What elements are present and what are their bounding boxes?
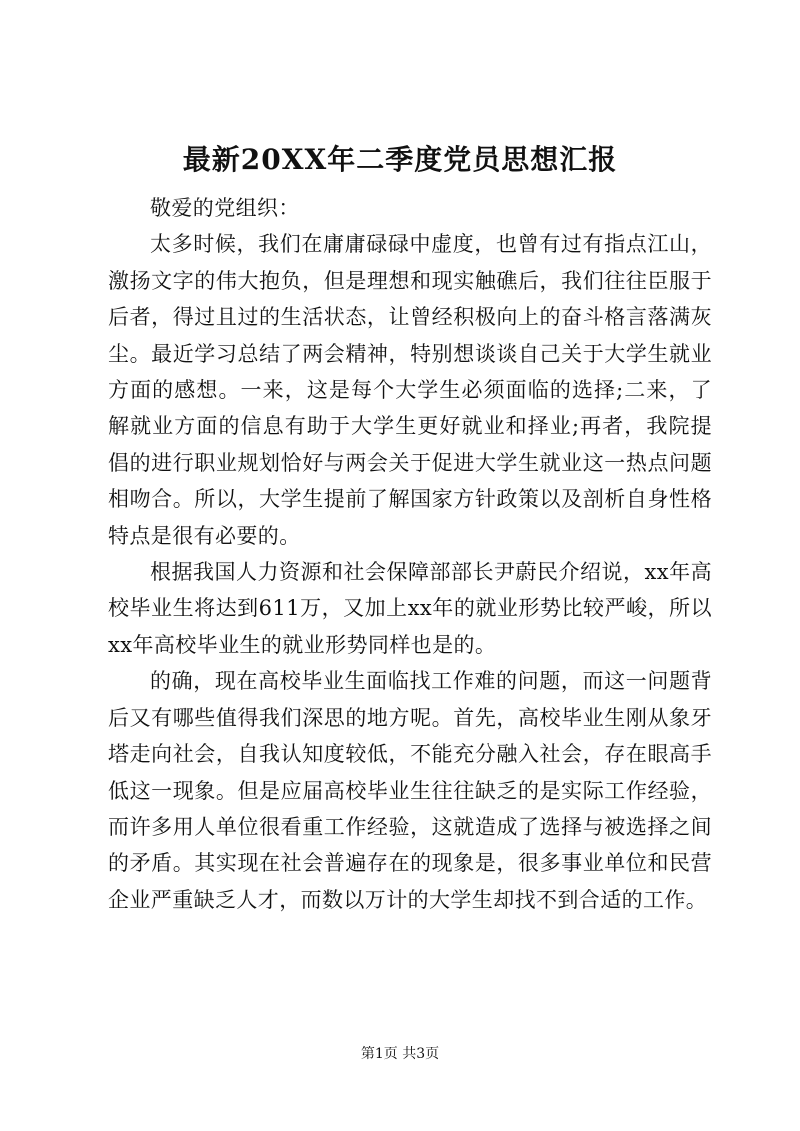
body-paragraph-1: 太多时候，我们在庸庸碌碌中虚度，也曾有过有指点江山，激扬文字的伟大抱负，但是理想和现实触礁后，我们往往臣服于后者，得过且过的生活状态，让曾经积极向上的奋斗格言落满灰尘。最近学习总结了两会精神，特别想谈谈自己关于大学生就业方面的感想。一来，这是每个大学生必须面临的选择;二来，了解就业方面的信息有助于大学生更好就业和择业;再者，我院提倡的进行职业规划恰好与两会关于促进大学生就业这一热点问题相吻合。所以，大学生提前了解国家方针政策以及剖析自身性格特点是很有必要的。 [108,232,712,548]
body-paragraph-2: 根据我国人力资源和社会保障部部长尹蔚民介绍说，xx年高校毕业生将达到611万，又加上xx年的就业形势比较严峻，所以xx年高校毕业生的就业形势同样也是的。 [108,560,712,657]
page-number-footer: 第1页 共3页 [360,1046,440,1062]
document-title: 最新20XX年二季度党员思想汇报 [182,143,618,176]
body-paragraph-3: 的确，现在高校毕业生面临找工作难的问题，而这一问题背后又有哪些值得我们深思的地方呢。首先，高校毕业生刚从象牙塔走向社会，自我认知度较低，不能充分融入社会，存在眼高手低这一现象。但是应届高校毕业生往往缺乏的是实际工作经验，而许多用人单位很看重工作经验，这就造成了选择与被选择之间的矛盾。其实现在社会普遍存在的现象是，很多事业单位和民营企业严重缺乏人才，而数以万计的大学生却找不到合适的工作。 [108,669,712,912]
document-body [108,190,712,918]
salutation: 敬爱的党组织： [150,196,300,220]
